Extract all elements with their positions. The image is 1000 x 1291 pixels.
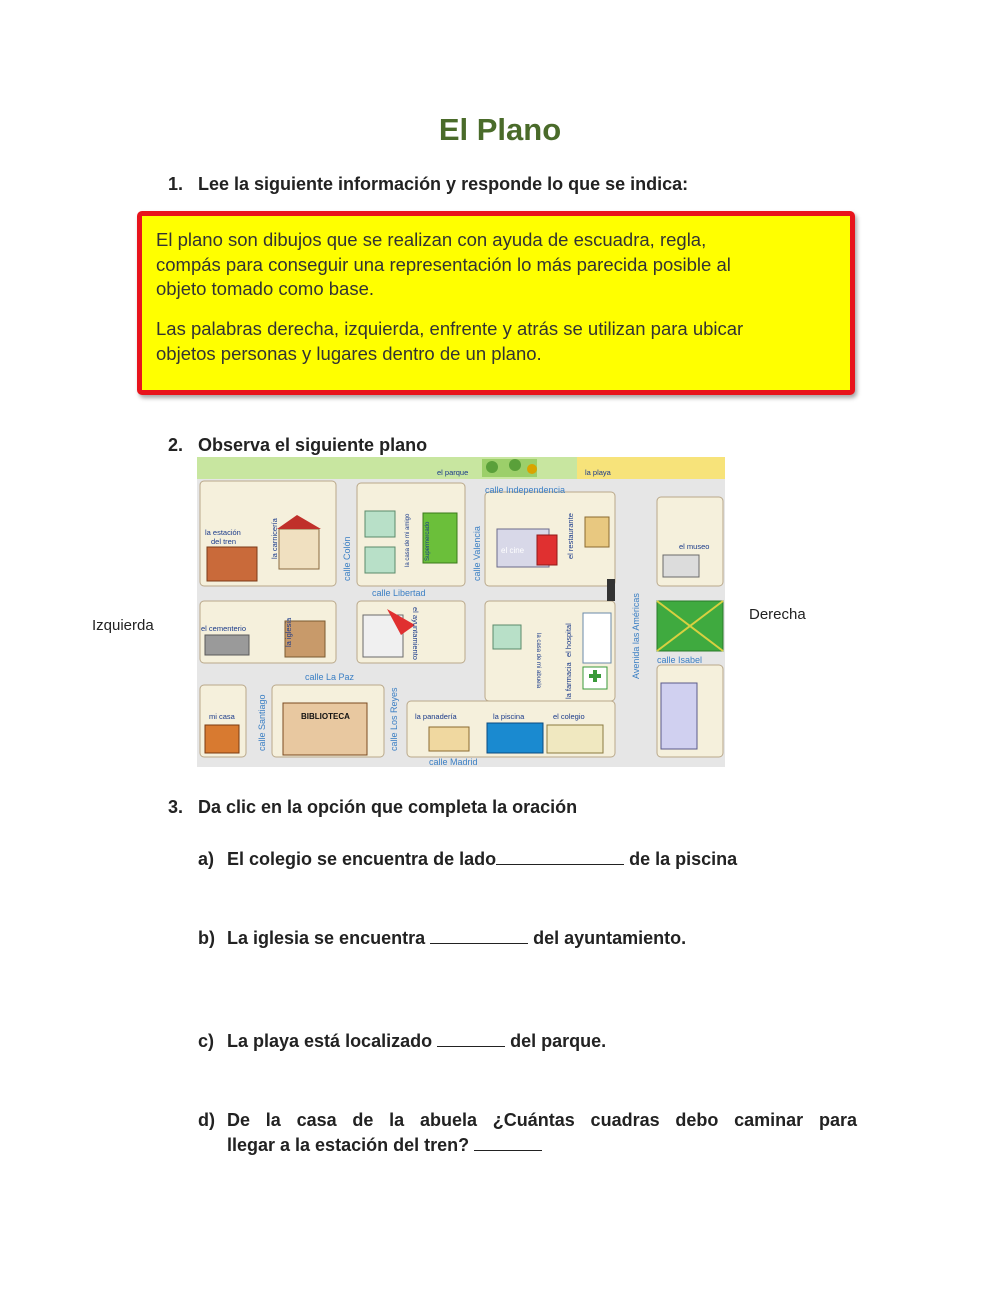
farmacia-cross-icon xyxy=(593,670,597,682)
street-valencia: calle Valencia xyxy=(472,526,482,581)
place-hospital: el hospital xyxy=(564,623,573,657)
place-museo: el museo xyxy=(679,542,710,551)
question-3-text: Da clic en la opción que completa la oración xyxy=(198,797,578,817)
place-piscina: la piscina xyxy=(493,712,525,721)
label-derecha: Derecha xyxy=(749,606,806,623)
colegio-building xyxy=(547,725,603,753)
info-paragraph-2 xyxy=(156,317,836,366)
item-c-before: La playa está localizado xyxy=(227,1031,433,1051)
street-colon: calle Colón xyxy=(342,536,352,581)
place-farmacia: la farmacia xyxy=(564,662,573,699)
place-colegio: el colegio xyxy=(553,712,585,721)
street-santiago: calle Santiago xyxy=(257,694,267,751)
item-a-before: El colegio se encuentra de lado xyxy=(227,849,497,869)
label-izquierda: Izquierda xyxy=(92,617,154,634)
question-2-number: 2. xyxy=(168,435,184,455)
casa-amigo-building xyxy=(365,547,395,573)
item-c-blank[interactable] xyxy=(437,1032,505,1047)
cine-sign xyxy=(537,535,557,565)
info-p1-line-3: objeto tomado como base. xyxy=(156,278,375,299)
item-c-after: del parque. xyxy=(510,1031,607,1051)
street-independencia: calle Independencia xyxy=(485,485,566,495)
carniceria-building xyxy=(279,529,319,569)
place-biblioteca: BIBLIOTECA xyxy=(301,712,350,721)
item-a-blank[interactable] xyxy=(496,850,624,865)
item-c-letter: c) xyxy=(198,1031,215,1051)
tree-icon xyxy=(527,464,537,474)
casa-amigo-building xyxy=(365,511,395,537)
place-carniceria: la carnicería xyxy=(270,518,279,559)
place-ayuntamiento: el ayuntamiento xyxy=(411,607,420,660)
cementerio-graves xyxy=(205,635,249,655)
item-d-blank[interactable] xyxy=(474,1136,542,1151)
item-b-after: del ayuntamiento. xyxy=(533,928,687,948)
info-p1-line-2: compás para conseguir una representación lo más parecida posible al xyxy=(156,253,731,275)
item-b-blank[interactable] xyxy=(430,929,528,944)
place-iglesia: la iglesia xyxy=(284,617,293,647)
info-p2-line-1: Las palabras derecha, izquierda, enfrente y atrás se utilizan para ubicar xyxy=(156,318,744,339)
place-playa: la playa xyxy=(585,468,611,477)
street-madrid: calle Madrid xyxy=(429,757,478,767)
item-d-letter: d) xyxy=(198,1110,215,1130)
tree-icon xyxy=(509,459,521,471)
biblioteca-building xyxy=(283,703,367,755)
street-los-reyes: calle Los Reyes xyxy=(389,687,399,751)
item-b-sentence xyxy=(227,928,686,949)
place-restaurante: el restaurante xyxy=(566,513,575,559)
place-supermercado: Supermercado xyxy=(425,521,431,561)
place-cementerio: el cementerio xyxy=(201,624,247,633)
item-a-letter: a) xyxy=(198,849,215,869)
casa-abuela-building xyxy=(493,625,521,649)
place-casa-amigo: la casa de mi amigo xyxy=(405,513,411,567)
item-b-letter: b) xyxy=(198,928,215,948)
place-parque: el parque xyxy=(437,468,469,477)
piscina-pool xyxy=(487,723,543,753)
place-cine: el cine xyxy=(501,546,525,555)
info-p1-line-1: El plano son dibujos que se realizan con ayuda de escuadra, regla, xyxy=(156,229,707,250)
item-c-sentence xyxy=(227,1031,606,1052)
street-americas: Avenida las Américas xyxy=(631,593,641,679)
estacion-building xyxy=(207,547,257,581)
street-la-paz: calle La Paz xyxy=(305,672,355,682)
panaderia-building xyxy=(429,727,469,751)
hospital-building xyxy=(583,613,611,663)
info-p2-line-2: objetos personas y lugares dentro de un plano. xyxy=(156,342,542,364)
tree-icon xyxy=(486,461,498,473)
question-1-number: 1. xyxy=(168,174,184,194)
building-right-bottom xyxy=(661,683,697,749)
traffic-light-icon xyxy=(607,579,615,601)
restaurante-building xyxy=(585,517,609,547)
museo-building xyxy=(663,555,699,577)
page-title: El Plano xyxy=(438,112,562,147)
street-libertad: calle Libertad xyxy=(372,588,426,598)
item-d-line-2-wrap xyxy=(227,1135,542,1156)
info-paragraph-1 xyxy=(156,228,836,302)
place-mi-casa: mi casa xyxy=(209,712,235,721)
question-1-text: Lee la siguiente información y responde lo que se indica: xyxy=(198,174,689,194)
item-a-after: de la piscina xyxy=(629,849,738,869)
place-estacion-line2: del tren xyxy=(211,537,237,546)
place-casa-abuela: la casa de mi abuela xyxy=(535,633,541,689)
item-b-before: La iglesia se encuentra xyxy=(227,928,426,948)
city-map xyxy=(197,457,725,767)
item-d-line-1: De la casa de la abuela ¿Cuántas cuadras debo caminar para xyxy=(227,1110,857,1130)
item-d-line-2: llegar a la estación del tren? xyxy=(227,1135,470,1155)
info-box xyxy=(137,211,855,395)
question-2-text: Observa el siguiente plano xyxy=(198,435,428,455)
question-3-number: 3. xyxy=(168,797,184,817)
place-estacion-line1: la estación xyxy=(205,528,241,537)
place-panaderia: la panadería xyxy=(415,712,457,721)
mi-casa-building xyxy=(205,725,239,753)
street-isabel: calle Isabel xyxy=(657,655,703,665)
item-a-sentence xyxy=(227,849,737,870)
